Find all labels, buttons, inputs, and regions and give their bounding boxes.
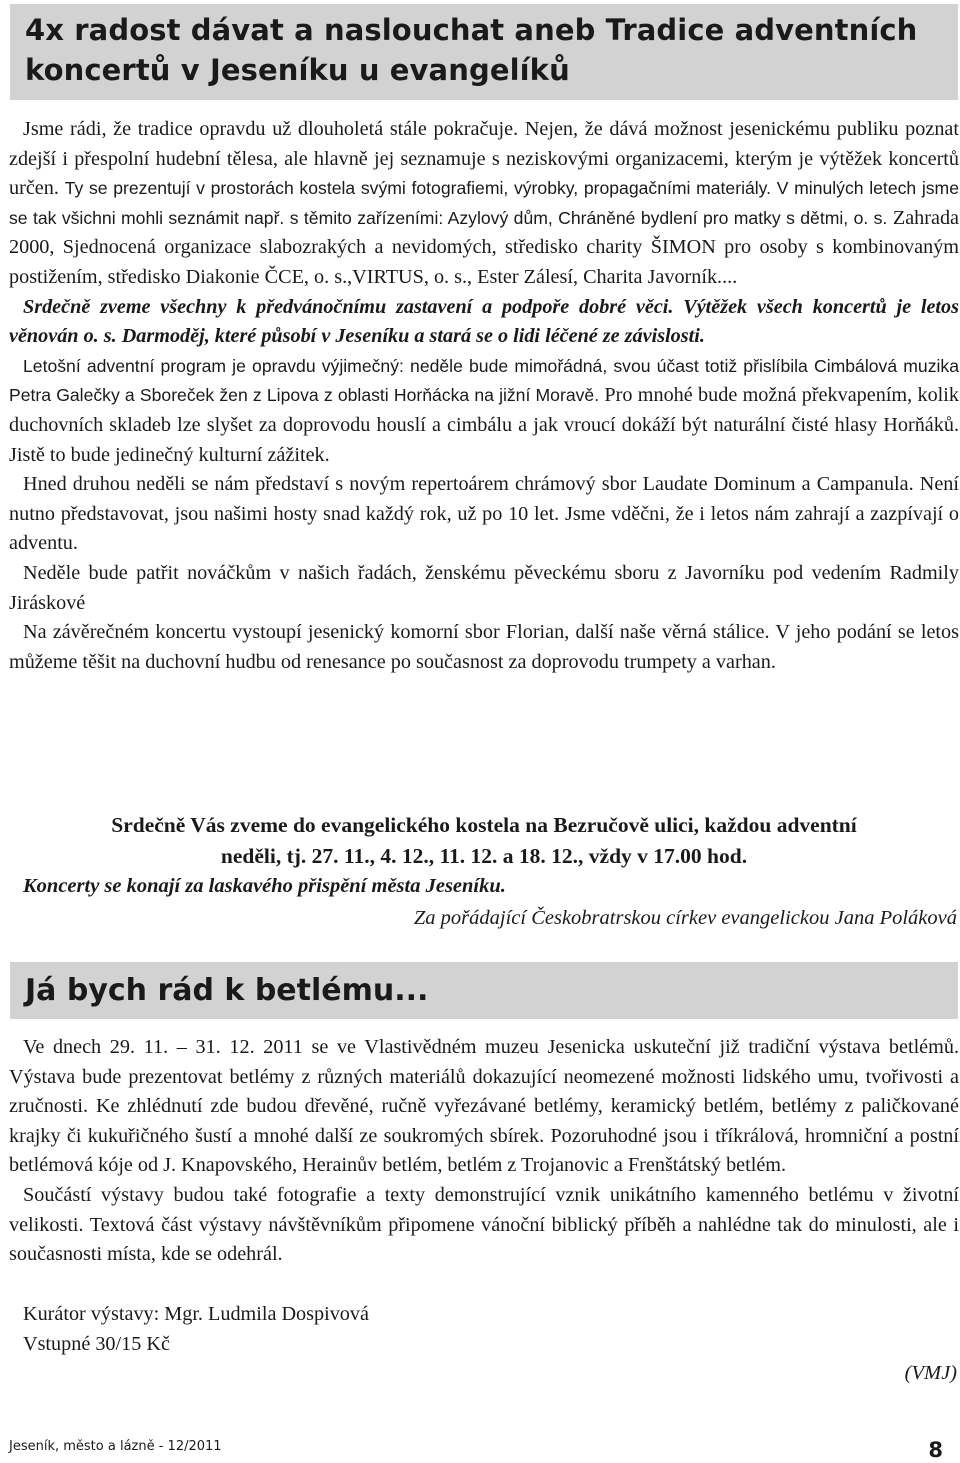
article-signature: Za pořádající Českobratrskou církev evangelickou Jana Poláková xyxy=(413,907,957,929)
admission-line: Vstupné 30/15 Kč xyxy=(23,1332,170,1355)
invitation-dates: neděli, tj. 27. 11., 4. 12., 11. 12. a 18. 12., vždy v 17.00 hod. xyxy=(220,844,748,868)
paragraph-text: Pro mnohé bude možná překvapením, kolik duchovních skladeb lze slyšet za doprovodu houslí a cimbálu a jak vroucí dokáží být naturální čisté hlasy Horňáků. Jistě to bude jedinečný kulturní zážitek. xyxy=(9,384,959,466)
author-tag: (VMJ) xyxy=(904,1362,957,1384)
paragraph-text-sans: Ty se prezentují v prostorách kostela svými fotografiemi, výrobky, propagačními materiály. V minulých letech jsme se tak všichni mohli seznámit např. s těmito zařízeními: Azylový dům, Chráněné bydlení pro matky s dětmi, o. s. xyxy=(9,178,960,228)
invitation-line: Srdečně Vás zveme do evangelického kostela na Bezručově ulici, každou adventní xyxy=(111,813,857,837)
article-body-nativity xyxy=(9,1033,959,1270)
curator-line: Kurátor výstavy: Mgr. Ludmila Dospivová xyxy=(23,1303,369,1325)
article-title-nativity: Já bych rád k betlému... xyxy=(10,962,958,1019)
paragraph-text: Jsme rádi, že tradice opravdu už dlouholetá stále pokračuje. Nejen, že dává možnost jesenickému publiku poznat zdejší i přespolní hudební tělesa, ale hlavně jej seznamuje s neziskovými organizacemi, kterým je výtěžek koncertů určen. xyxy=(9,118,959,200)
paragraph-emphasis: Srdečně zveme všechny k předvánočnímu zastavení a podpoře dobré věci. Výtěžek všech koncertů je letos věnován o. s. Darmoděj, které působí v Jeseníku a stará se o lidi léčené ze závislosti. xyxy=(9,295,959,348)
paragraph-text-sans: Letošní adventní program je opravdu výjimečný: neděle bude mimořádná, svou účast totiž přislíbila Cimbálová muzika Petra Galečky a Sboreček žen z Lipova z oblasti Horňácka na jižní Moravě. xyxy=(9,355,959,406)
article-body-advent-concerts xyxy=(9,115,959,677)
exhibition-info xyxy=(23,1300,369,1359)
paragraph: Neděle bude patřit nováčkům v našich řadách, ženskému pěveckému sboru z Javorníku pod vedením Radmily Jiráskové xyxy=(9,561,959,614)
footer-publication: Jeseník, město a lázně - 12/2011 xyxy=(9,1439,222,1454)
paragraph: Ve dnech 29. 11. – 31. 12. 2011 se ve Vlastivědném muzeu Jesenicka uskuteční již tradiční výstava betlémů. Výstava bude prezentovat betlémy z různých materiálů dokazující neomezené možnosti lidského umu, tvořivosti a zručnosti. Ke zhlédnutí zde budou dřevěné, ručně vyřezávané betlémy, keramický betlém, betlémy z paličkované krajky či kukuřičného šustí a mnohé další ze soukromých sbírek. Pozoruhodné jsou i tříkrálová, hromniční a postní betlémová kóje od J. Knapovského, Herainův betlém, betlém z Trojanovic a Frenštátský betlém. xyxy=(9,1036,959,1177)
paragraph: Na závěrečném koncertu vystoupí jesenický komorní sbor Florian, další naše věrná stálice. V jeho podání se letos můžeme těšit na duchovní hudbu od renesance po současnost za doprovodu trumpety a varhan. xyxy=(9,621,959,673)
article-title-advent-concerts: 4x radost dávat a naslouchat aneb Tradice adventních koncertů v Jeseníku u evangelíků xyxy=(10,4,958,100)
paragraph xyxy=(9,352,959,470)
paragraph xyxy=(9,115,959,293)
page-number: 8 xyxy=(928,1438,943,1462)
invitation-sponsor: Koncerty se konají za laskavého přispění města Jeseníku. xyxy=(23,875,506,897)
paragraph: Hned druhou neděli se nám představí s novým repertoárem chrámový sbor Laudate Dominum a Campanula. Není nutno představovat, jsou našimi hosty snad každý rok, už po 10 let. Jsme vděčni, že i letos nám zahrají a zazpívají o adventu. xyxy=(9,473,959,555)
paragraph-text: Zahrada 2000, Sjednocená organizace slabozrakých a nevidomých, středisko charity ŠIMON pro osoby s kombinovaným postižením, středisko Diakonie ČCE, o. s.,VIRTUS, o. s., Ester Zálesí, Charita Javorník.... xyxy=(9,206,960,288)
paragraph: Součástí výstavy budou také fotografie a texty demonstrující vznik unikátního kamenného betlému v životní velikosti. Textová část výstavy návštěvníkům připomene vánoční biblický příběh a nahlédne tak do minulosti, ale i současnosti místa, kde se odehrál. xyxy=(9,1183,959,1266)
